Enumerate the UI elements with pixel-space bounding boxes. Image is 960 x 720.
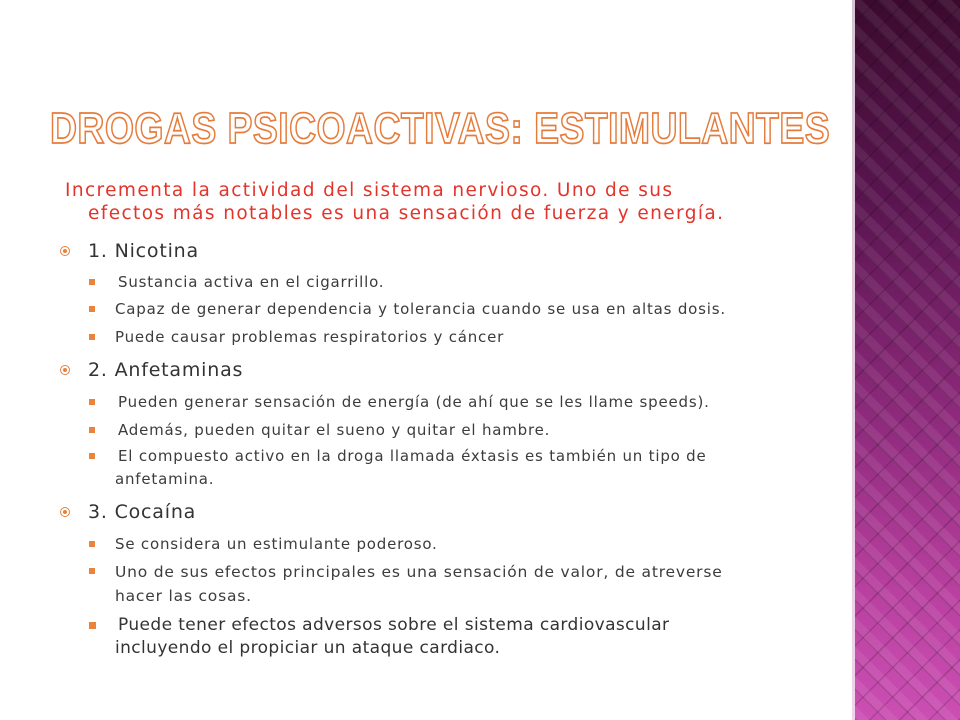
section-heading-nicotina (60, 239, 460, 263)
square-bullet-icon (89, 453, 95, 459)
list-item-text (115, 560, 723, 608)
list-item-line: Puede tener efectos adversos sobre el sistema cardiovascular (118, 615, 670, 635)
list-item-line: Pueden generar sensación de energía (de ahí que se les llame speeds). (118, 393, 710, 411)
slide-title: DROGAS PSICOACTIVAS: ESTIMULANTES (50, 104, 831, 153)
square-bullet-icon (89, 427, 95, 433)
section-heading-anfetaminas (60, 358, 460, 382)
section-label: 1. Nicotina (88, 240, 199, 262)
list-item-text (115, 534, 438, 554)
square-bullet-icon (89, 279, 95, 285)
decorative-side-panel (855, 0, 960, 720)
target-bullet-dot (63, 249, 67, 253)
square-bullet-icon (89, 334, 95, 340)
list-item-text (115, 299, 726, 319)
intro-text-line: Incrementa la actividad del sistema nervioso. Uno de sus (65, 180, 674, 201)
list-item-line: Uno de sus efectos principales es una sensación de valor, de atreverse (115, 563, 723, 581)
list-item-line: El compuesto activo en la droga llamada éxtasis es también un tipo de (118, 447, 707, 465)
list-item-text (115, 327, 504, 347)
list-item-line: Capaz de generar dependencia y tolerancia cuando se usa en altas dosis. (115, 300, 726, 318)
section-heading-cocaina (60, 500, 460, 524)
list-item-line: anfetamina. (115, 470, 215, 488)
list-item-line: Puede causar problemas respiratorios y cáncer (115, 328, 505, 346)
section-label: 3. Cocaína (88, 501, 197, 523)
intro-text-line: efectos más notables es una sensación de fuerza y energía. (88, 203, 725, 224)
list-item-text (118, 272, 384, 292)
square-bullet-icon (89, 399, 95, 405)
list-item-text (118, 392, 710, 412)
list-item-line: hacer las cosas. (115, 587, 252, 605)
target-bullet-icon (60, 246, 70, 256)
list-item-line: Sustancia activa en el cigarrillo. (118, 273, 385, 291)
target-bullet-dot (63, 510, 67, 514)
list-item-line: incluyendo el propiciar un ataque cardiaco. (115, 638, 501, 658)
list-item-text (115, 445, 707, 491)
square-bullet-icon (89, 568, 95, 574)
square-bullet-icon (89, 306, 95, 312)
list-item-text (118, 420, 550, 440)
section-label: 2. Anfetaminas (88, 359, 244, 381)
target-bullet-icon (60, 507, 70, 517)
square-bullet-icon (89, 622, 96, 629)
list-item-line: Además, pueden quitar el sueno y quitar el hambre. (118, 421, 551, 439)
target-bullet-dot (63, 368, 67, 372)
target-bullet-icon (60, 365, 70, 375)
list-item-text (115, 614, 670, 660)
list-item-line: Se considera un estimulante poderoso. (115, 535, 438, 553)
square-bullet-icon (89, 541, 95, 547)
